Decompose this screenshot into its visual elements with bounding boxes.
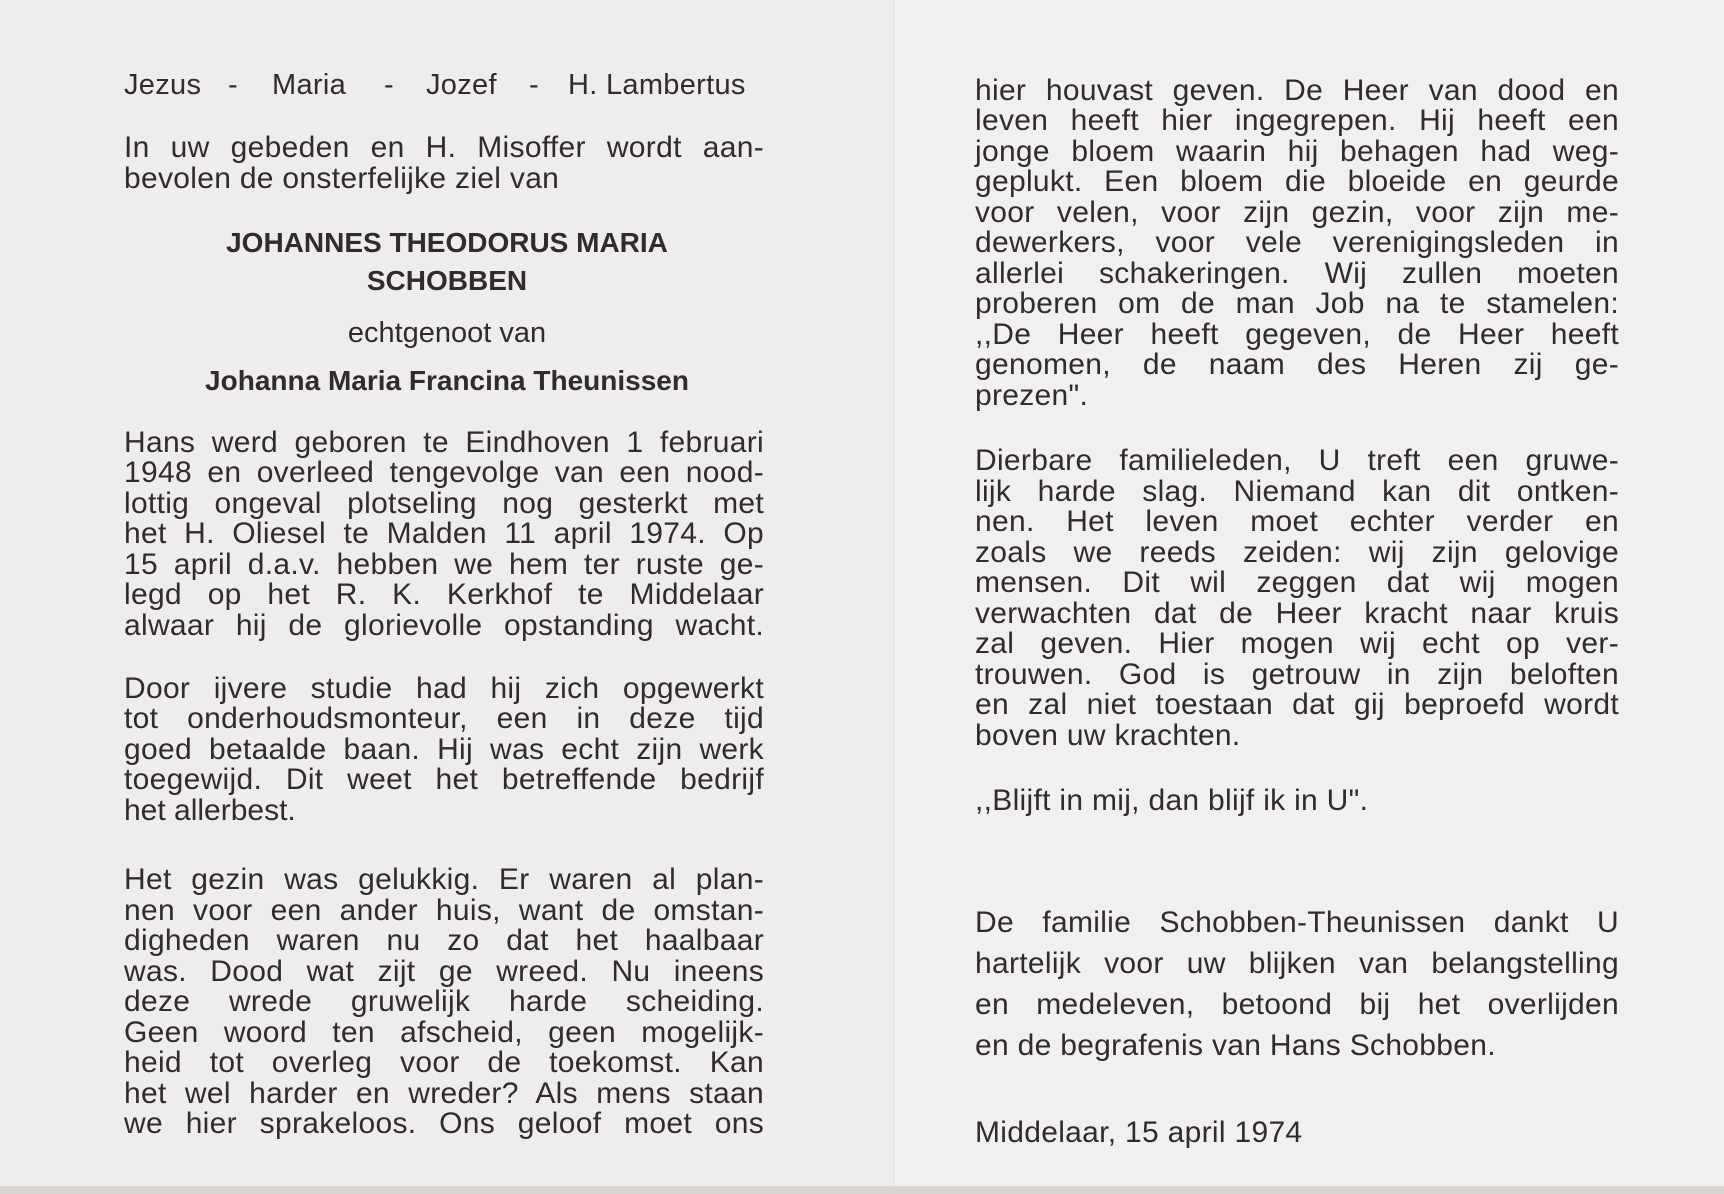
intro-line: bevolen de onsterfelijke ziel van: [124, 162, 560, 195]
text-line: goed betaalde baan. Hij was echt zijn werk: [124, 733, 764, 766]
text-line: toegewijd. Dit weet het betreffende bedrijf: [124, 763, 764, 796]
deceased-name: JOHANNES THEODORUS MARIA: [226, 227, 668, 258]
text-line: Dierbare familieleden, U treft een gruwe-: [975, 444, 1619, 477]
text-line: ,,De Heer heeft gegeven, de Heer heeft: [975, 318, 1619, 351]
text-line: leven heeft hier ingegrepen. Hij heeft een: [975, 104, 1619, 137]
text-line: we hier sprakeloos. Ons geloof moet ons: [124, 1107, 764, 1140]
text-line: geplukt. Een bloem die bloeide en geurde: [975, 165, 1619, 198]
text-line: nen voor een ander huis, want de omstan-: [124, 894, 764, 927]
text-line: dewerkers, voor vele verenigingsleden in: [975, 226, 1619, 259]
text-line: legd op het R. K. Kerkhof te Middelaar: [124, 578, 764, 611]
text-line: voor velen, voor zijn gezin, voor zijn me-: [975, 196, 1619, 229]
text-line: het H. Oliesel te Malden 11 april 1974. Op: [124, 517, 764, 550]
invocation-word: Jezus: [124, 69, 202, 101]
text-line: en de begrafenis van Hans Schobben.: [975, 1029, 1496, 1062]
invocation-word: Jozef: [426, 69, 497, 101]
text-line: en zal niet toestaan dat gij beproefd wordt: [975, 688, 1619, 721]
text-line: zoals we reeds zeiden: wij zijn gelovige: [975, 536, 1619, 569]
text-line: deze wrede gruwelijk harde scheiding.: [124, 985, 764, 1018]
text-line: zal geven. Hier mogen wij echt op ver-: [975, 627, 1619, 660]
text-line: tot onderhoudsmonteur, een in deze tijd: [124, 702, 764, 735]
deceased-surname: SCHOBBEN: [366, 265, 528, 296]
text-line: 15 april d.a.v. hebben we hem ter ruste ge-: [124, 548, 764, 581]
text-line: 1948 en overleed tengevolge van een nood-: [124, 456, 764, 489]
text-line: genomen, de naam des Heren zij ge-: [975, 348, 1619, 381]
text-line: Het gezin was gelukkig. Er waren al plan-: [124, 863, 764, 896]
text-line: Door ijvere studie had hij zich opgewerkt: [124, 672, 764, 705]
text-line: hartelijk voor uw blijken van belangstelling: [975, 947, 1619, 980]
invocation-word: Maria: [272, 69, 347, 101]
spouse-name: Johanna Maria Francina Theunissen: [205, 365, 689, 396]
text-line: lottig ongeval plotseling nog gesterkt met: [124, 487, 764, 520]
text-line: heid tot overleg voor de toekomst. Kan: [124, 1046, 764, 1079]
invocation-dash: -: [228, 69, 238, 101]
invocation-word: H. Lambertus: [568, 69, 746, 101]
text-line: proberen om de man Job na te stamelen:: [975, 287, 1619, 320]
spouse-label: echtgenoot van: [347, 317, 547, 349]
text-line: lijk harde slag. Niemand kan dit ontken-: [975, 475, 1619, 508]
text-line: hier houvast geven. De Heer van dood en: [975, 74, 1619, 107]
text-line: alwaar hij de glorievolle opstanding wacht.: [124, 609, 764, 642]
text-line: allerlei schakeringen. Wij zullen moeten: [975, 257, 1619, 290]
text-line: De familie Schobben-Theunissen dankt U: [975, 906, 1619, 939]
scripture-quote: ,,Blijft in mij, dan blijf ik in U".: [975, 784, 1369, 817]
intro-line: In uw gebeden en H. Misoffer wordt aan-: [124, 131, 764, 164]
card-bottom-edge: [0, 1186, 1724, 1194]
text-line: was. Dood wat zijt ge wreed. Nu ineens: [124, 955, 764, 988]
text-line: Hans werd geboren te Eindhoven 1 februari: [124, 426, 764, 459]
text-line: boven uw krachten.: [975, 719, 1241, 752]
text-line: mensen. Dit wil zeggen dat wij mogen: [975, 566, 1619, 599]
text-line: trouwen. God is getrouw in zijn beloften: [975, 658, 1619, 691]
text-line: het allerbest.: [124, 794, 296, 827]
place-date: Middelaar, 15 april 1974: [975, 1116, 1303, 1149]
text-line: digheden waren nu zo dat het haalbaar: [124, 924, 764, 957]
text-line: het wel harder en wreder? Als mens staan: [124, 1077, 764, 1110]
text-line: prezen".: [975, 379, 1089, 412]
text-line: Geen woord ten afscheid, geen mogelijk-: [124, 1016, 764, 1049]
text-line: verwachten dat de Heer kracht naar kruis: [975, 597, 1619, 630]
text-line: jonge bloem waarin hij behagen had weg-: [975, 135, 1619, 168]
text-line: nen. Het leven moet echter verder en: [975, 505, 1619, 538]
text-line: en medeleven, betoond bij het overlijden: [975, 988, 1619, 1021]
invocation-dash: -: [384, 69, 394, 101]
invocation-dash: -: [529, 69, 539, 101]
